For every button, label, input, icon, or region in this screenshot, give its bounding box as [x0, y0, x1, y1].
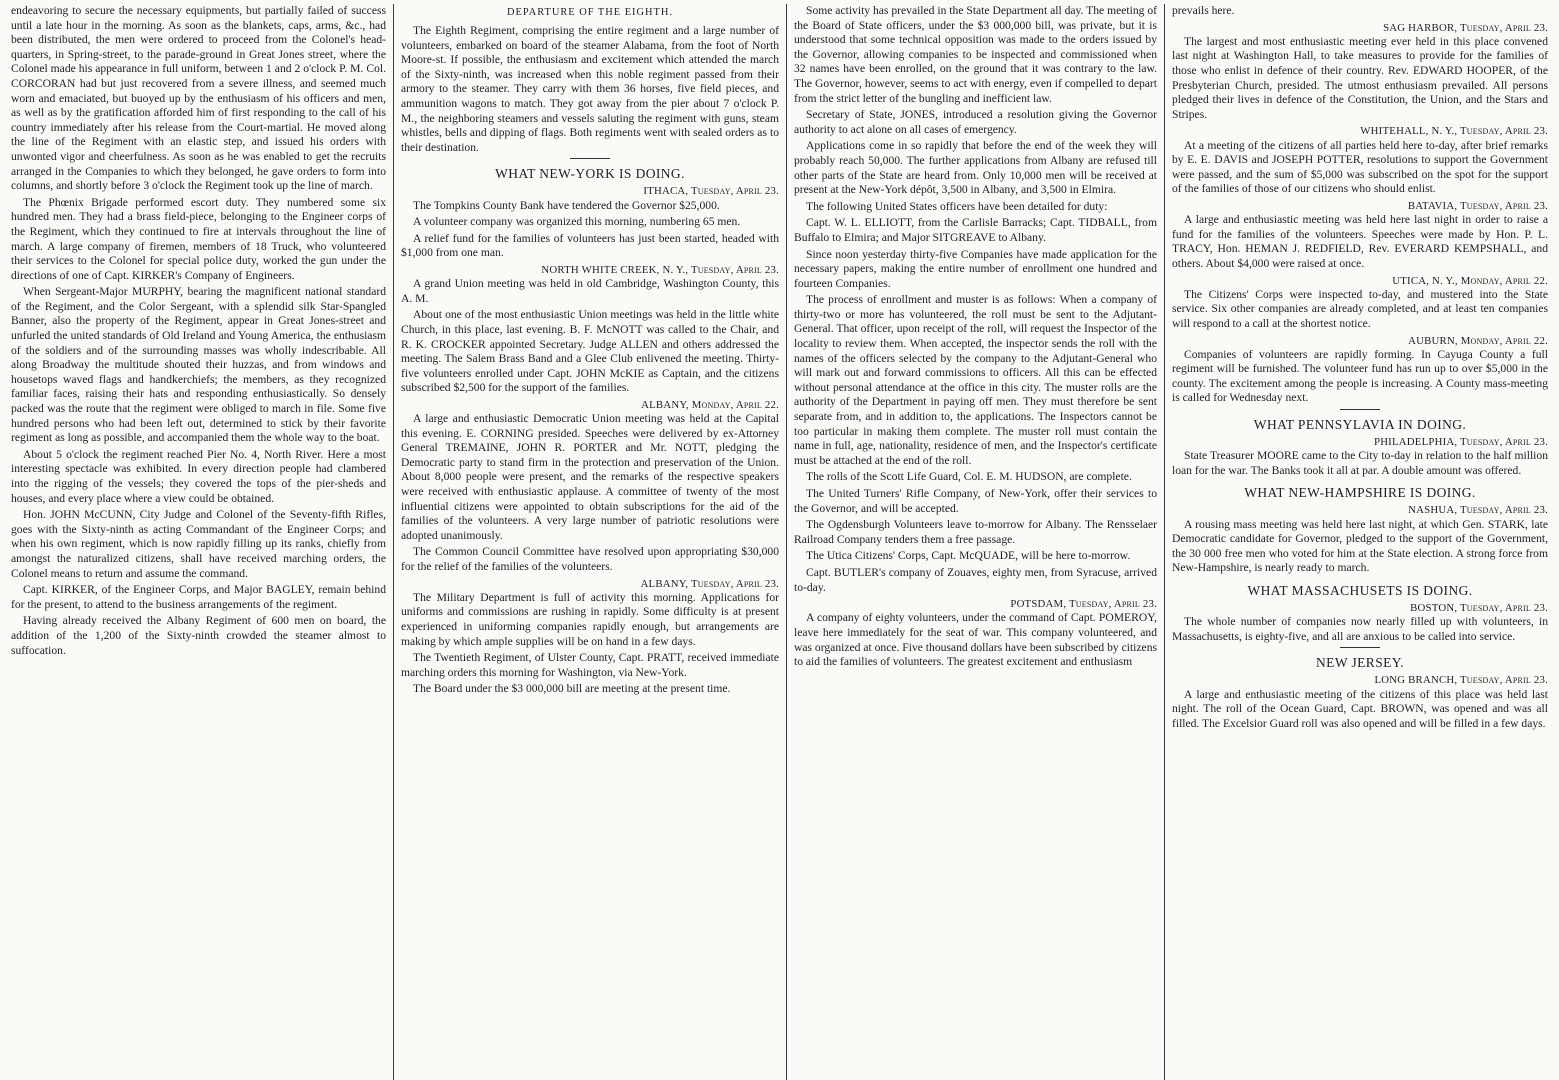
- paragraph: A company of eighty volunteers, under the command of Capt. POMEROY, leave here immediately for the seat of war. This company volunteered, and was organized at once. Five thousand dollars have been subscribed by citizens to aid the families of volunteers. The greatest excitement and enthusiasm: [794, 611, 1157, 669]
- dateline: ALBANY, Tuesday, April 23.: [640, 577, 779, 590]
- dateline: LONG BRANCH, Tuesday, April 23.: [1374, 674, 1548, 687]
- column-1: [4, 4, 394, 1080]
- paragraph: Capt. KIRKER, of the Engineer Corps, and Major BAGLEY, remain behind for the present, to attend to the business arrangements of the regiment.: [11, 583, 386, 611]
- paragraph: A rousing mass meeting was held here last night, at which Gen. STARK, late Democratic candidate for Governor, pledged to the support of the Government, the 30 000 free men who voted for him at the State election. A strong force from New-Hampshire, is nearly ready to march.: [1172, 517, 1548, 575]
- paragraph: Since noon yesterday thirty-five Companies have made application for the necessary papers, making the entire number of enrollment one hundred and fourteen Companies.: [794, 247, 1157, 290]
- paragraph: A large and enthusiastic meeting was held here last night in order to raise a fund for the families of the volunteers. Speeches were made by Hon. P. L. TRACY, Hon. HEMAN J. REDFIELD, Rev. EVERARD KEMPSHALL, and others. About $4,000 were raised at once.: [1172, 213, 1548, 270]
- dateline: AUBURN, Monday, April 22.: [1408, 334, 1548, 347]
- paragraph: The Military Department is full of activity this morning. Applications for uniforms and commissions are rushing in rapidly. Some difficulty is at present experienced in uniforming companies rapidly enough, but arrangements are making by which ample supplies will be on hand in a few days.: [401, 590, 779, 648]
- paragraph: Applications come in so rapidly that before the end of the week they will probably reach 50,000. The further applications from Albany are refused till other parts of the State are heard from. Only 10,000 men will be received at present at the New-York dépôt, 3,500 in Albany, and 3,500 in Elmira.: [794, 139, 1157, 197]
- paragraph: The Citizens' Corps were inspected to-day, and mustered into the State service. Six other companies are already completed, and at least ten companies will respond to a call at the shortest notice.: [1172, 287, 1548, 330]
- dateline: SAG HARBOR, Tuesday, April 23.: [1383, 21, 1548, 34]
- paragraph: endeavoring to secure the necessary equipments, but partially failed of success until a late hour in the morning. As soon as the blankets, caps, arms, &c., had been distributed, the men were ordered to proceed from the Colonel's head-quarters, in Spring-street, to the parade-ground in Great Jones street, where the Colonel made his appearance in full uniform, between 1 and 2 o'clock P. M. Col. CORCORAN had but just recovered from a severe illness, and seemed much worn and emaciated, but buoyed up by the enthusiasm of his officers and men, as well as by the gratification afforded him of first responding to the call of his country immediately after his release from the Court-martial. He moved along the line of the Regiment with an elastic step, and issued his orders with unwonted vigor and cheerfulness. As soon as he was enabled to get the recruits arranged in the Companies to which they belonged, he gave orders to form into columns, and shortly before 3 o'clock the Regiment took up the line of march.: [11, 4, 386, 193]
- dateline: POTSDAM, Tuesday, April 23.: [1010, 598, 1157, 611]
- dateline: WHITEHALL, N. Y., Tuesday, April 23.: [1360, 125, 1548, 138]
- divider: [1340, 647, 1380, 648]
- dateline: BOSTON, Tuesday, April 23.: [1410, 602, 1548, 615]
- paragraph: Hon. JOHN McCUNN, City Judge and Colonel of the Seventy-fifth Rifles, goes with the Sixty-ninth as acting Commandant of the Engineer Corps; and when his own regiment, which is now rapidly filling up its ranks, chiefly from amongst the naturalized citizens, shall have received marching orders, the Colonel means to return and assume the command.: [11, 508, 386, 580]
- paragraph: The Tompkins County Bank have tendered the Governor $25,000.: [413, 198, 720, 212]
- paragraph: When Sergeant-Major MURPHY, bearing the magnificent national standard of the Regiment, and the Color Sergeant, with a splendid silk Star-Spangled Banner, also the property of the Regiment, appear in Great Jones-street and unfurled the united standards of Old Ireland and Young America, the enthusiasm of the soldiers and of the surrounding masses was wholly indescribable. All along Broadway the multitude shouted their huzzas, and from windows and housetops waved flags and handkerchiefs; the members, as they recognized familiar faces, raising their hats and responding enthusiastically. So densely packed was the route that the regiment were obliged to march in file. Some five hundred persons who had been left out, determined to stick by their favorite regiment as long as possible, and accompanied them the whole way to the boat.: [11, 285, 386, 445]
- paragraph: The following United States officers have been detailed for duty:: [806, 199, 1108, 213]
- column-3: [787, 4, 1165, 1080]
- paragraph: prevails here.: [1172, 4, 1235, 17]
- paragraph: A large and enthusiastic Democratic Union meeting was held at the Capital this evening. E. CORNING presided. Speeches were delivered by ex-Attorney General TREMAINE, JOHN R. PORTER and Mr. NOTT, pledging the Democratic party to stand firm in the protection and preservation of the Union. About 8,000 people were present, and the remarks of the respective speakers were received with enthusiastic applause. A committee of twenty of the most influential citizens were appointed to obtain subscriptions for the aid of the families of the volunteers. A very large number of patriotic resolutions were adopted unanimously.: [401, 412, 779, 542]
- column-2: [394, 4, 787, 1080]
- section-heading-pennsylvania: WHAT PENNSYLAVIA IN DOING.: [1253, 417, 1467, 433]
- dateline: UTICA, N. Y., Monday, April 22.: [1392, 274, 1548, 287]
- paragraph: A large and enthusiastic meeting of the citizens of this place was held last night. The roll of the Ocean Guard, Capt. BROWN, was opened and was all filled. The Excelsior Guard roll was also opened and will be filled in a few days.: [1172, 687, 1548, 730]
- paragraph: Companies of volunteers are rapidly forming. In Cayuga County a full regiment will be furnished. The volunteer fund has run up to over $5,000 in the county. The excitement among the people is increasing. A County mass-meeting is called for Wednesday next.: [1172, 347, 1548, 405]
- dateline: ITHACA, Tuesday, April 23.: [643, 185, 779, 198]
- dateline: NORTH WHITE CREEK, N. Y., Tuesday, April 23.: [541, 263, 779, 276]
- paragraph: Having already received the Albany Regiment of 600 men on board, the addition of the 1,200 of the Sixty-ninth crowded the steamer almost to suffocation.: [11, 614, 386, 657]
- paragraph: The United Turners' Rifle Company, of New-York, offer their services to the Governor, and will be accepted.: [794, 487, 1157, 515]
- paragraph: The Twentieth Regiment, of Ulster County, Capt. PRATT, received immediate marching orders this morning for Washington, via New-York.: [401, 651, 779, 679]
- paragraph: A relief fund for the families of volunteers has just been started, headed with $1,000 from one man.: [401, 231, 779, 260]
- paragraph: The Phœnix Brigade performed escort duty. They numbered some six hundred men. They had a brass field-piece, belonging to the Engineer corps of the Regiment, which they continued to fire at intervals throughout the line of march. A large company of firemen, members of 18 Truck, who volunteered their services to the Colonel for special police duty, worked the gun under the directions of one of Capt. KIRKER's Company of Engineers.: [11, 195, 386, 282]
- dateline: BATAVIA, Tuesday, April 23.: [1407, 199, 1548, 212]
- paragraph: State Treasurer MOORE came to the City to-day in relation to the half million loan for the war. The Banks took it all at par. A double amount was offered.: [1172, 449, 1548, 477]
- paragraph: About one of the most enthusiastic Union meetings was held in the little white Church, in this place, last evening. B. F. McNOTT was called to the Chair, and R. K. CROCKER appointed Secretary. Judge ALLEN and others addressed the meeting. The Salem Brass Band and a Glee Club enlivened the meeting. Thirty-five volunteers enrolled under Capt. JOHN McKIE as Captain, and the citizens subscribed $2,500 for the support of the families.: [401, 308, 779, 395]
- paragraph: Secretary of State, JONES, introduced a resolution giving the Governor authority to act alone on all cases of emergency.: [794, 108, 1157, 136]
- paragraph: Some activity has prevailed in the State Department all day. The meeting of the Board of State officers, under the $3 000,000 bill, was private, but it is understood that some technical opposition was made to the orders issued by the Governor, allowing companies to be inspected and commissioned when 32 names have been enrolled, on the ground that it was contrary to the law. The Governor, however, seems to act with energy, even if compelled to depart from the strict letter of the bungling and inefficient law.: [794, 4, 1157, 105]
- paragraph: At a meeting of the citizens of all parties held here to-day, after brief remarks by E. E. DAVIS and JOSEPH POTTER, resolutions to support the Government were passed, and the sum of $5,000 was subscribed on the spot for the support of the families of those of our citizens who should enlist.: [1172, 138, 1548, 196]
- paragraph: The process of enrollment and muster is as follows: When a company of thirty-two or more has volunteered, the roll must be sent to the Adjutant-General. That officer, upon receipt of the roll, will request the Inspector of the locality to review them. When accepted, the inspector sends the roll with the names of the officers selected by the company to the Adjutant-General who will mark out and forward commissions to officers. All this can be effected without personal attendance at the office in this city. The muster rolls are the authority of the Department in paying off men. They must therefore be sent separate from, and in addition to, the applications. The Inspectors cannot be too particular in making them complete. The muster roll must contain the name in full, age, nationality, residence of men, and the Inspector's certificate must be attached at the end of the roll.: [794, 293, 1157, 467]
- paragraph: The rolls of the Scott Life Guard, Col. E. M. HUDSON, are complete.: [806, 470, 1132, 484]
- divider: [570, 158, 610, 159]
- paragraph: The Eighth Regiment, comprising the entire regiment and a large number of volunteers, embarked on board of the steamer Alabama, from the foot of North Moore-st. If possible, the enthusiasm and excitement which attended the march of the Sixty-ninth, was increased when this noble regiment passed from their armory to the steamer. They carry with them 36 horses, five field pieces, and ammunition wagons to match. They got away from the pier about 7 o'clock P. M., the neighboring steamers and vessels saluting the regiment with guns, steam whistles, bells and dipping of flags. Both regiments went with sealed orders as to their destination.: [401, 24, 779, 154]
- section-heading-new-york: WHAT NEW-YORK IS DOING.: [495, 166, 685, 182]
- dateline: PHILADELPHIA, Tuesday, April 23.: [1373, 436, 1548, 449]
- paragraph: The largest and most enthusiastic meeting ever held in this place convened last night at Washington Hall, to take measures to provide for the families of those who enlist in defence of their country. Rev. EDWARD HOOPER, of the Presbyterian Church, presided. The utmost enthusiasm prevailed. All persons pledged their lives in defence of the Constitution, the Union, and the Stars and Stripes.: [1172, 34, 1548, 121]
- paragraph: About 5 o'clock the regiment reached Pier No. 4, North River. Here a most interesting spectacle was exhibited. In every direction people had clambered into the rigging of the vessels; they covered the tops of the pier-sheds and houses, and every place where a view could be obtained.: [11, 447, 386, 505]
- section-heading-new-hampshire: WHAT NEW-HAMPSHIRE IS DOING.: [1244, 485, 1476, 501]
- divider: [1340, 409, 1380, 410]
- paragraph: A volunteer company was organized this morning, numbering 65 men.: [413, 215, 741, 229]
- paragraph: A grand Union meeting was held in old Cambridge, Washington County, this A. M.: [401, 277, 779, 305]
- paragraph: The whole number of companies now nearly filled up with volunteers, in Massachusetts, is eighty-five, and all are anxious to be called into service.: [1172, 615, 1548, 643]
- paragraph: The Board under the $3 000,000 bill are meeting at the present time.: [413, 682, 731, 696]
- dateline: ALBANY, Monday, April 22.: [641, 398, 779, 411]
- paragraph: The Common Council Committee have resolved upon appropriating $30,000 for the relief of the families of the volunteers.: [401, 545, 779, 574]
- column-4: [1165, 4, 1555, 1080]
- paragraph: Capt. W. L. ELLIOTT, from the Carlisle Barracks; Capt. TIDBALL, from Buffalo to Elmira; and Major SITGREAVE to Albany.: [794, 216, 1157, 244]
- paragraph: The Utica Citizens' Corps, Capt. McQUADE, will be here to-morrow.: [806, 549, 1131, 563]
- section-heading-new-jersey: NEW JERSEY.: [1316, 655, 1404, 671]
- paragraph: The Ogdensburgh Volunteers leave to-morrow for Albany. The Rensselaer Railroad Company tenders them a free passage.: [794, 518, 1157, 546]
- section-heading-massachusetts: WHAT MASSACHUSETS IS DOING.: [1247, 583, 1473, 599]
- section-heading-departure: DEPARTURE OF THE EIGHTH.: [507, 7, 673, 18]
- paragraph: Capt. BUTLER's company of Zouaves, eighty men, from Syracuse, arrived to-day.: [794, 565, 1157, 594]
- dateline: NASHUA, Tuesday, April 23.: [1408, 504, 1548, 517]
